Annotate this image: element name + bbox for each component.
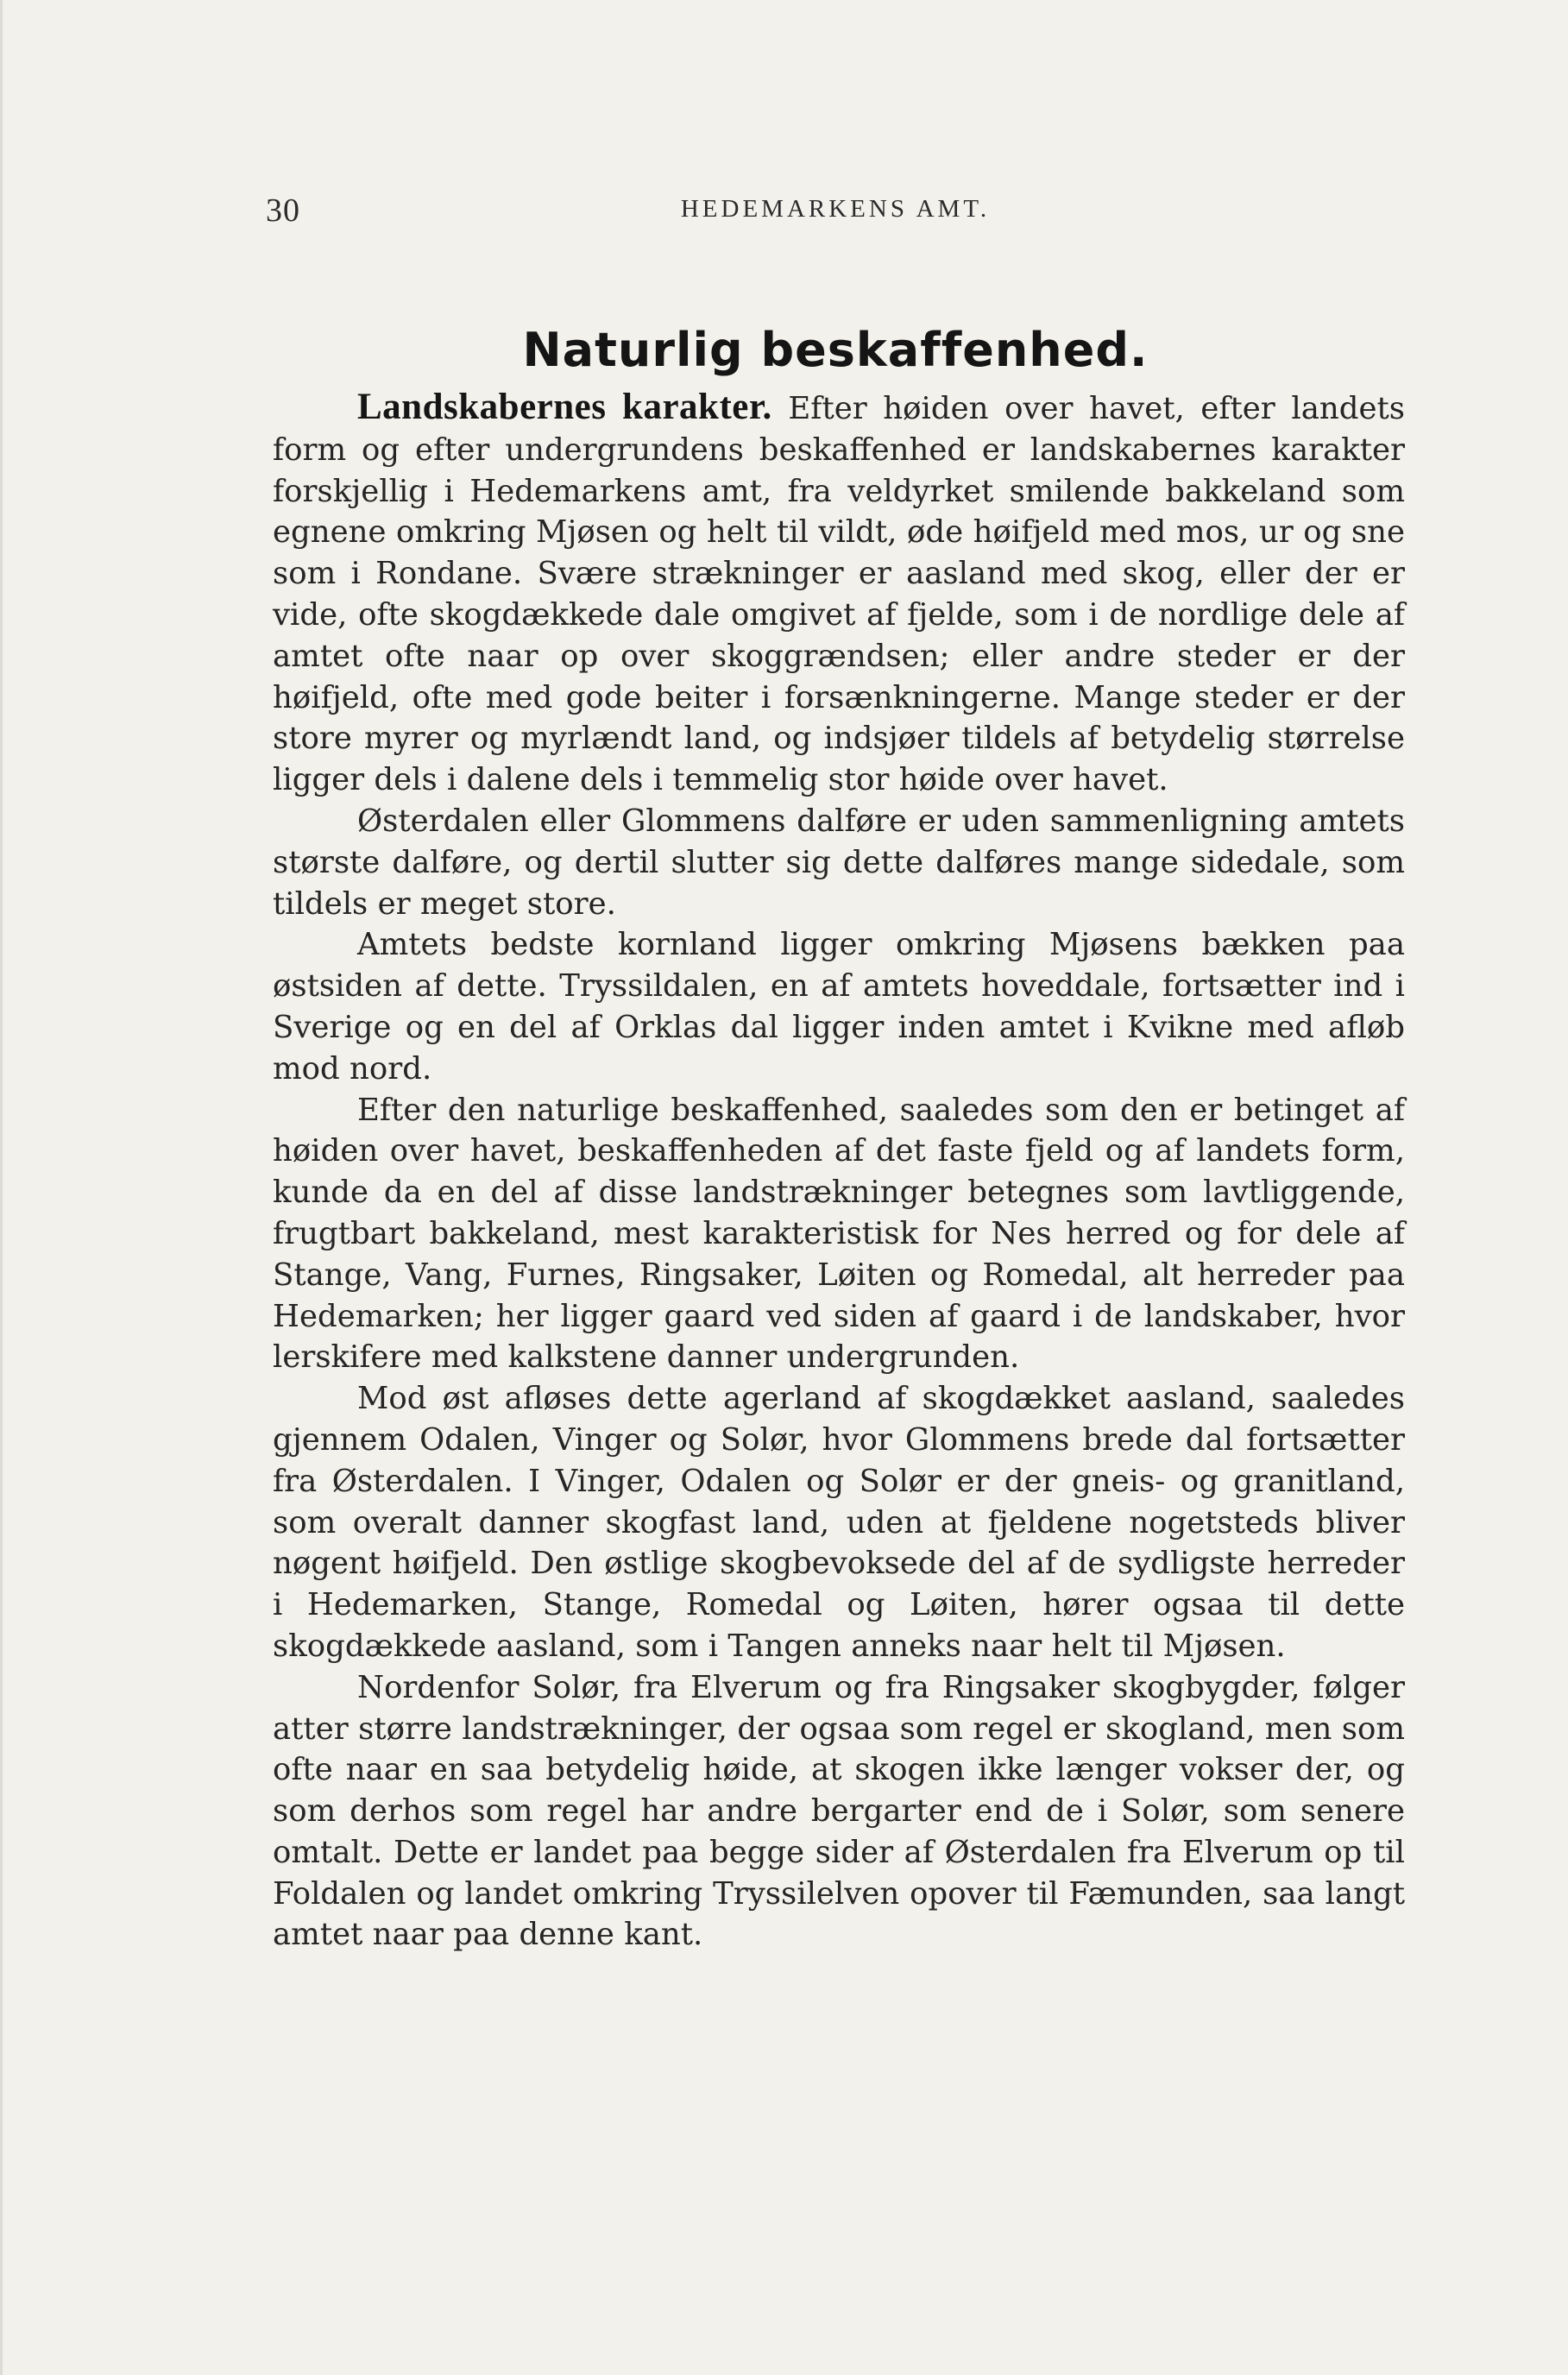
paragraph-cornland: Amtets bedste kornland ligger omkring Mjøsens bækken paa østsiden af dette. Tryssildalen, en af amtets hoveddale, fortsætter ind i Sverige og en del af Orklas dal ligger inden amtet i Kvikne med afløb mod nord. bbox=[273, 927, 1405, 1087]
paragraph-natural-conditions: Efter den naturlige beskaffenhed, saaledes som den er betinget af høiden over havet, beskaffenheden af det faste fjeld og af landets form, kunde da en del af disse landstrækninger betegnes som lavtliggende, frugtbart bakkeland, mest karakteristisk for Nes herred og for dele af Stange, Vang, Furnes, Ringsaker, Løiten og Romedal, alt herreder paa Hedemarken; her ligger gaard ved siden af gaard i de landskaber, hvor lerskifere med kalkstene danner undergrunden. bbox=[273, 1092, 1405, 1376]
paragraph-text: Efter høiden over havet, efter landets form og efter undergrundens beskaffenhed er landskabernes karakter forskjellig i Hedemarkens amt, fra veldyrket smilende bakkeland som egnene omkring Mjøsen og helt til vildt, øde høifjeld med mos, ur og sne som i Rondane. Svære strækninger er aasland med skog, eller der er vide, ofte skogdækkede dale omgivet af fjelde, som i de nordlige dele af amtet ofte naar op over skoggrændsen; eller andre steder er der høifjeld, ofte med gode beiter i forsænkningerne. Mange steder er der store myrer og myrlændt land, og indsjøer tildels af betydelig størrelse ligger dels i dalene dels i temmelig stor høide over havet. bbox=[273, 391, 1405, 798]
paragraph-landscape-character bbox=[273, 387, 1405, 801]
running-header-title: HEDEMARKENS AMT. bbox=[680, 195, 991, 223]
running-header bbox=[266, 192, 1405, 235]
paragraph-north-highlands: Nordenfor Solør, fra Elverum og fra Ringsaker skogbygder, følger atter større landstrækninger, der ogsaa som regel er skogland, men som ofte naar en saa betydelig høide, at skogen ikke længer vokser der, og som derhos som regel har andre bergarter end de i Solør, som senere omtalt. Dette er landet paa begge sider af Østerdalen fra Elverum op til Foldalen og landet omkring Tryssilelven opover til Fæmunden, saa langt amtet naar paa denne kant. bbox=[273, 1669, 1405, 1953]
run-in-heading: Landskabernes karakter. bbox=[357, 387, 772, 427]
body-text bbox=[273, 387, 1405, 1956]
page-number: 30 bbox=[266, 192, 300, 229]
paragraph-east-aasland: Mod øst afløses dette agerland af skogdækket aasland, saaledes gjennem Odalen, Vinger og Solør, hvor Glommens brede dal fortsætter fra Østerdalen. I Vinger, Odalen og Solør er der gneis- og granitland, som overalt danner skogfast land, uden at fjeldene nogetsteds bliver nøgent høifjeld. Den østlige skogbevoksede del af de sydligste herreder i Hedemarken, Stange, Romedal og Løiten, hører ogsaa til dette skogdækkede aasland, som i Tangen anneks naar helt til Mjøsen. bbox=[273, 1381, 1405, 1664]
section-title: Naturlig beskaffenhed. bbox=[522, 323, 1149, 378]
paragraph-osterdalen: Østerdalen eller Glommens dalføre er uden sammenligning amtets største dalføre, og dertil slutter sig dette dalføres mange sidedale, som tildels er meget store. bbox=[273, 803, 1405, 922]
